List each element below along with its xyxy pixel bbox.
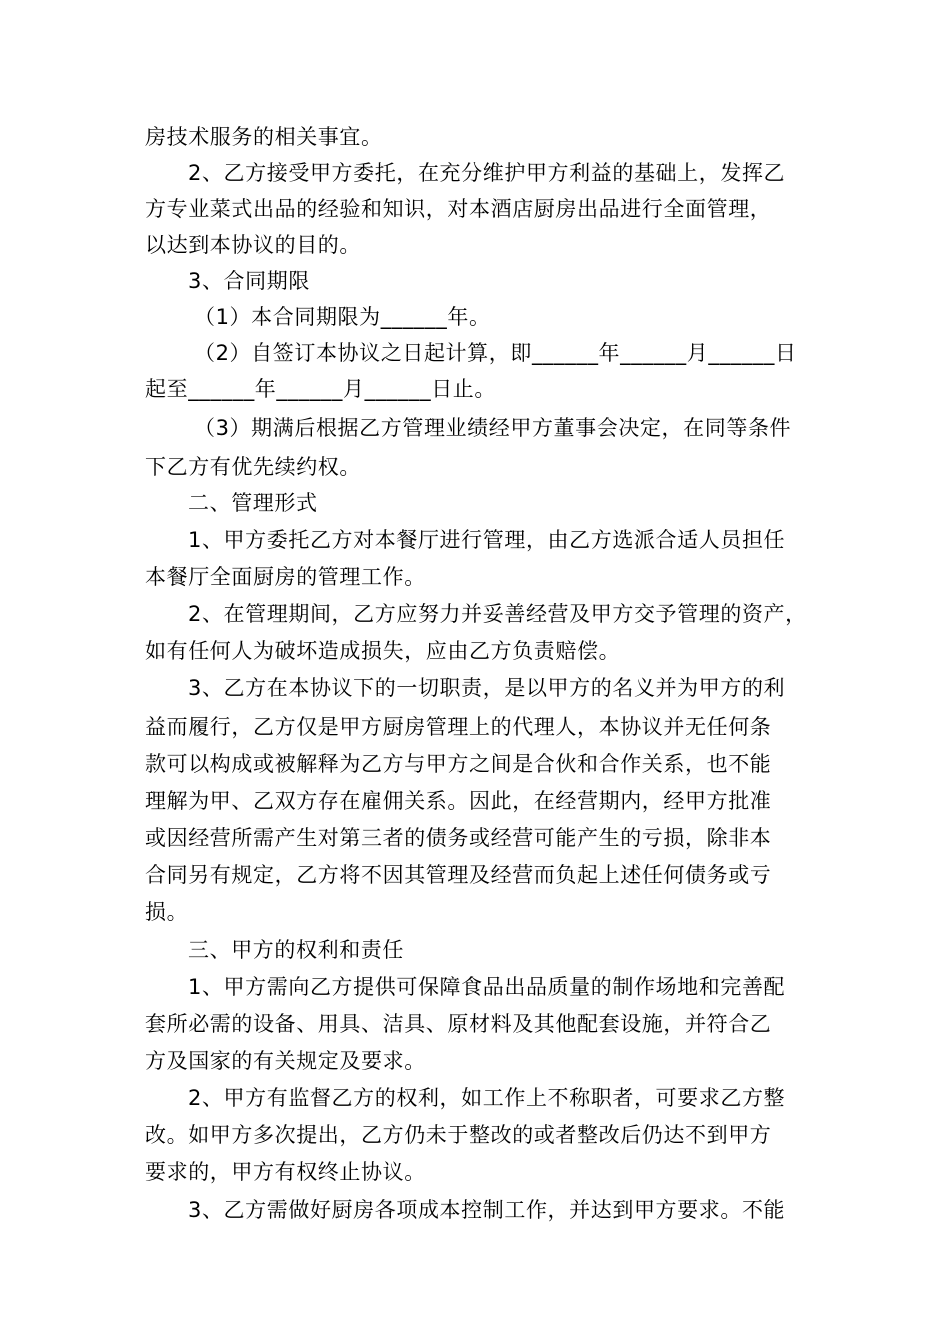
text-line: 3、乙方在本协议下的一切职责，是以甲方的名义并为甲方的利 [188, 676, 786, 700]
text-line: 1、甲方委托乙方对本餐厅进行管理，由乙方选派合适人员担任 [188, 528, 786, 552]
text-line: 合同另有规定，乙方将不因其管理及经营而负起上述任何债务或亏 [145, 863, 772, 887]
text-line: 2、甲方有监督乙方的权利，如工作上不称职者，可要求乙方整 [188, 1086, 786, 1110]
text-line: 起至______年______月______日止。 [145, 377, 496, 401]
text-line: 理解为甲、乙双方存在雇佣关系。因此，在经营期内，经甲方批准 [145, 789, 772, 813]
text-line: （2）自签订本协议之日起计算，即______年______月______日 [194, 341, 797, 365]
text-line: 3、乙方需做好厨房各项成本控制工作，并达到甲方要求。不能 [188, 1198, 786, 1222]
section-heading: 3、合同期限 [188, 269, 310, 293]
text-line: 方及国家的有关规定及要求。 [145, 1049, 426, 1073]
text-line: 如有任何人为破坏造成损失，应由乙方负责赔偿。 [145, 639, 621, 663]
text-line: 2、在管理期间，乙方应努力并妥善经营及甲方交予管理的资产， [188, 602, 807, 626]
text-line: 2、乙方接受甲方委托，在充分维护甲方利益的基础上，发挥乙 [188, 161, 786, 185]
text-line: 益而履行，乙方仅是甲方厨房管理上的代理人，本协议并无任何条 [145, 715, 772, 739]
section-heading: 二、管理形式 [188, 491, 318, 515]
text-line: 损。 [145, 900, 189, 924]
text-line: 改。如甲方多次提出，乙方仍未于整改的或者整改后仍达不到甲方 [145, 1123, 772, 1147]
text-line: （3）期满后根据乙方管理业绩经甲方董事会决定，在同等条件 [194, 416, 792, 440]
text-line: 本餐厅全面厨房的管理工作。 [145, 565, 426, 589]
text-line: 或因经营所需产生对第三者的债务或经营可能产生的亏损，除非本 [145, 826, 772, 850]
text-line: 方专业菜式出品的经验和知识，对本酒店厨房出品进行全面管理， [145, 197, 772, 221]
text-line: 要求的，甲方有权终止协议。 [145, 1160, 426, 1184]
text-line: 下乙方有优先续约权。 [145, 455, 361, 479]
text-line: 以达到本协议的目的。 [145, 233, 361, 257]
section-heading: 三、甲方的权利和责任 [188, 938, 404, 962]
text-line: 款可以构成或被解释为乙方与甲方之间是合伙和合作关系，也不能 [145, 752, 772, 776]
text-line: 房技术服务的相关事宜。 [145, 125, 383, 149]
text-line: 套所必需的设备、用具、洁具、原材料及其他配套设施，并符合乙 [145, 1012, 772, 1036]
text-line: 1、甲方需向乙方提供可保障食品出品质量的制作场地和完善配 [188, 975, 786, 999]
text-line: （1）本合同期限为______年。 [194, 305, 491, 329]
